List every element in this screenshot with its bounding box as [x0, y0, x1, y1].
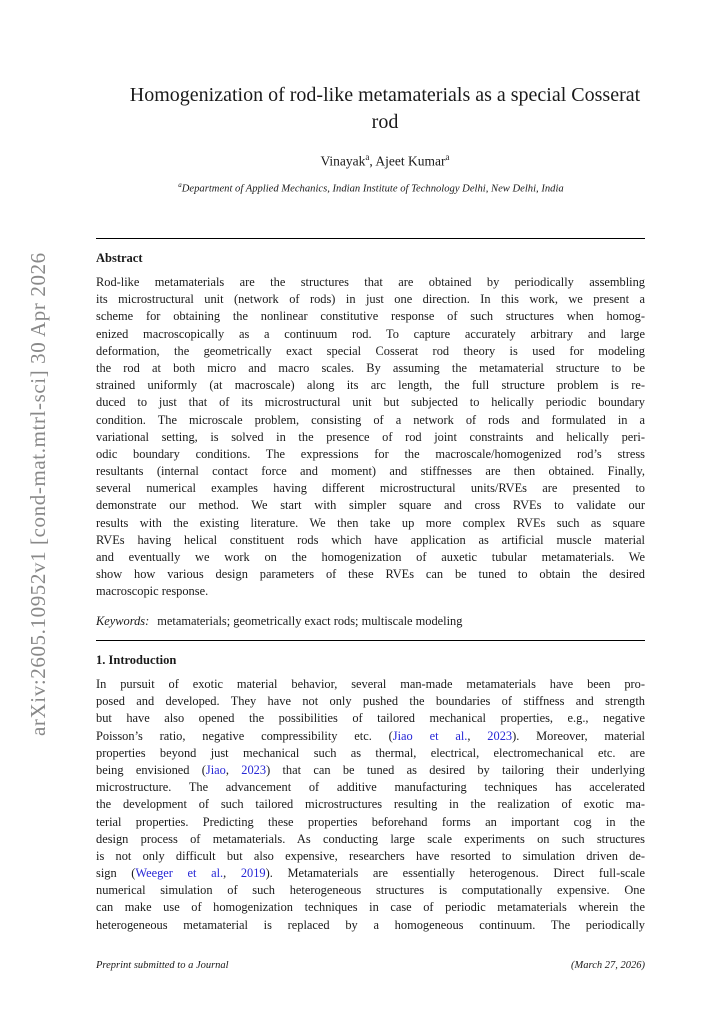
abstract-line: show how various design parameters of these RVEs can be tuned to obtain the desired	[96, 567, 645, 582]
introduction-text: microstructure. The advancement of additive manufacturing techniques has accelerated	[96, 780, 645, 795]
introduction-line	[96, 796, 645, 813]
introduction-body	[96, 676, 645, 934]
abstract-line: resultants (internal contact force and moment) and stiffnesses are then obtained. Finally,	[96, 464, 645, 479]
introduction-line	[96, 899, 645, 916]
abstract-heading: Abstract	[96, 251, 143, 265]
introduction-text: ,	[467, 728, 488, 743]
abstract-line: Rod-like metamaterials are the structures that are obtained by periodically assembling	[96, 275, 645, 289]
affiliation-mark: a	[178, 181, 182, 189]
keywords	[96, 614, 462, 629]
introduction-line	[96, 831, 645, 848]
abstract-line: strained uniformly (at macroscale) along its arc length, the full structure problem is re-	[96, 378, 645, 393]
abstract-line: condition. The microscale problem, consisting of a network of rods and formulated in a	[96, 412, 645, 427]
citation-link[interactable]: Jiao	[205, 762, 226, 777]
author-list	[100, 152, 670, 170]
author-name: Vinayak	[320, 153, 366, 169]
author-name: Ajeet Kumar	[375, 153, 446, 169]
introduction-text: heterogeneous metamaterial is replaced by a homogeneous continuum. The periodically	[96, 917, 645, 932]
introduction-line	[96, 762, 645, 779]
citation-link[interactable]: Jiao et al.	[392, 728, 468, 743]
introduction-line	[96, 728, 645, 745]
abstract-line: and eventually we work on the homogenization of auxetic tubular metamaterials. We	[96, 550, 645, 564]
arxiv-identifier	[8, 240, 50, 752]
abstract-line: macroscopic response.	[96, 584, 209, 599]
introduction-line	[96, 848, 645, 865]
abstract-line: demonstrate our method. We start with simpler square and cross RVEs to validate our	[96, 498, 645, 513]
introduction-text: ). Metamaterials are essentially heterogenous. Direct full-scale	[265, 866, 645, 881]
title-line-2: rod	[371, 111, 399, 133]
footer-date: (March 27, 2026)	[571, 960, 645, 971]
keywords-text: metamaterials; geometrically exact rods; multiscale modeling	[157, 614, 463, 628]
introduction-line	[96, 779, 645, 796]
introduction-text: numerical simulation of such heterogeneous structures is computationally expensive. One	[96, 883, 645, 898]
introduction-line	[96, 814, 645, 831]
introduction-line	[96, 693, 645, 710]
introduction-text: properties beyond just mechanical such as thermal, electrical, electromechanical etc. are	[96, 745, 645, 760]
abstract-line: deformation, the geometrically exact special Cosserat rod theory is used for modeling	[96, 343, 645, 358]
abstract-line: several numerical examples having different microstructural units/RVEs are presented to	[96, 481, 645, 496]
introduction-line	[96, 865, 645, 882]
arxiv-identifier-text: arXiv:2605.10952v1 [cond-mat.mtrl-sci] 30 Apr 2026	[26, 252, 50, 736]
introduction-text: can make use of homogenization techniques in case of periodic metamaterials wherein the	[96, 900, 645, 915]
abstract-line: results with the existing literature. We then take up more complex RVEs such as square	[96, 515, 645, 530]
paper-title	[100, 82, 670, 136]
introduction-text: Poisson’s ratio, negative compressibility etc. (	[96, 728, 393, 743]
footer-preprint-note: Preprint submitted to a Journal	[96, 960, 229, 971]
introduction-text: design process of metamaterials. As conducting large scale experiments on such structures	[96, 831, 645, 846]
abstract-line: scheme for obtaining the nonlinear constitutive response of such structures when homog-	[96, 309, 645, 324]
citation-link[interactable]: 2023	[241, 762, 267, 777]
abstract-body	[96, 274, 645, 601]
author-separator: ,	[369, 153, 376, 169]
citation-link[interactable]: Weeger et al.	[135, 866, 224, 881]
abstract-bottom-rule	[96, 640, 645, 641]
affiliation	[96, 181, 646, 195]
introduction-text: ,	[223, 866, 241, 881]
introduction-text: ) that can be tuned as desired by tailoring their underlying	[266, 762, 645, 777]
introduction-line	[96, 917, 645, 934]
abstract-line: its microstructural unit (network of rods) in just one direction. In this work, we present a	[96, 292, 645, 307]
abstract-line: RVEs having helical constituent rods which have application as artificial muscle material	[96, 532, 645, 547]
introduction-text: the development of such tailored microstructures resulting in the realization of exotic ma-	[96, 797, 645, 812]
introduction-text: being envisioned (	[96, 762, 206, 777]
introduction-text: ,	[225, 762, 242, 777]
title-line-1: Homogenization of rod-like metamaterials as a special Cosserat	[129, 84, 641, 106]
abstract-line: enized macroscopically as a continuum rod. To capture accurately arbitrary and large	[96, 326, 645, 341]
introduction-text: is not only difficult but also expensive, researchers have resorted to simulation driven de-	[96, 848, 645, 863]
abstract-line: duced to just that of its microstructural unit but subjected to helically periodic boundary	[96, 395, 645, 410]
introduction-line	[96, 676, 645, 693]
author-affil-mark: a	[445, 152, 450, 162]
citation-link[interactable]: 2023	[487, 728, 513, 743]
abstract-line: the rod at both micro and macro scales. By assuming the metamaterial structure to be	[96, 360, 645, 375]
introduction-text: ). Moreover, material	[512, 728, 645, 743]
introduction-line	[96, 745, 645, 762]
introduction-line	[96, 710, 645, 727]
section-heading-introduction: 1. Introduction	[96, 653, 177, 667]
affiliation-text: Department of Applied Mechanics, Indian Institute of Technology Delhi, New Delhi, India	[181, 183, 564, 195]
introduction-text: but have also opened the possibilities of tailored mechanical properties, e.g., negative	[96, 711, 645, 726]
introduction-text: In pursuit of exotic material behavior, several man-made metamaterials have been pro-	[96, 677, 645, 691]
introduction-text: terial properties. Predicting these properties beforehand forms an important cog in the	[96, 814, 645, 829]
keywords-label: Keywords:	[96, 614, 150, 628]
introduction-text: sign (	[96, 866, 136, 881]
citation-link[interactable]: 2019	[240, 866, 266, 881]
introduction-text: posed and developed. They have not only pushed the boundaries of stiffness and strength	[96, 694, 645, 709]
abstract-line: variational setting, is solved in the presence of rod joint constraints and helically peri-	[96, 429, 645, 444]
abstract-top-rule	[96, 238, 645, 239]
abstract-line: odic boundary conditions. The expressions for the macroscale/homogenized rod’s stress	[96, 446, 645, 461]
introduction-line	[96, 882, 645, 899]
author-affil-mark: a	[365, 152, 370, 162]
